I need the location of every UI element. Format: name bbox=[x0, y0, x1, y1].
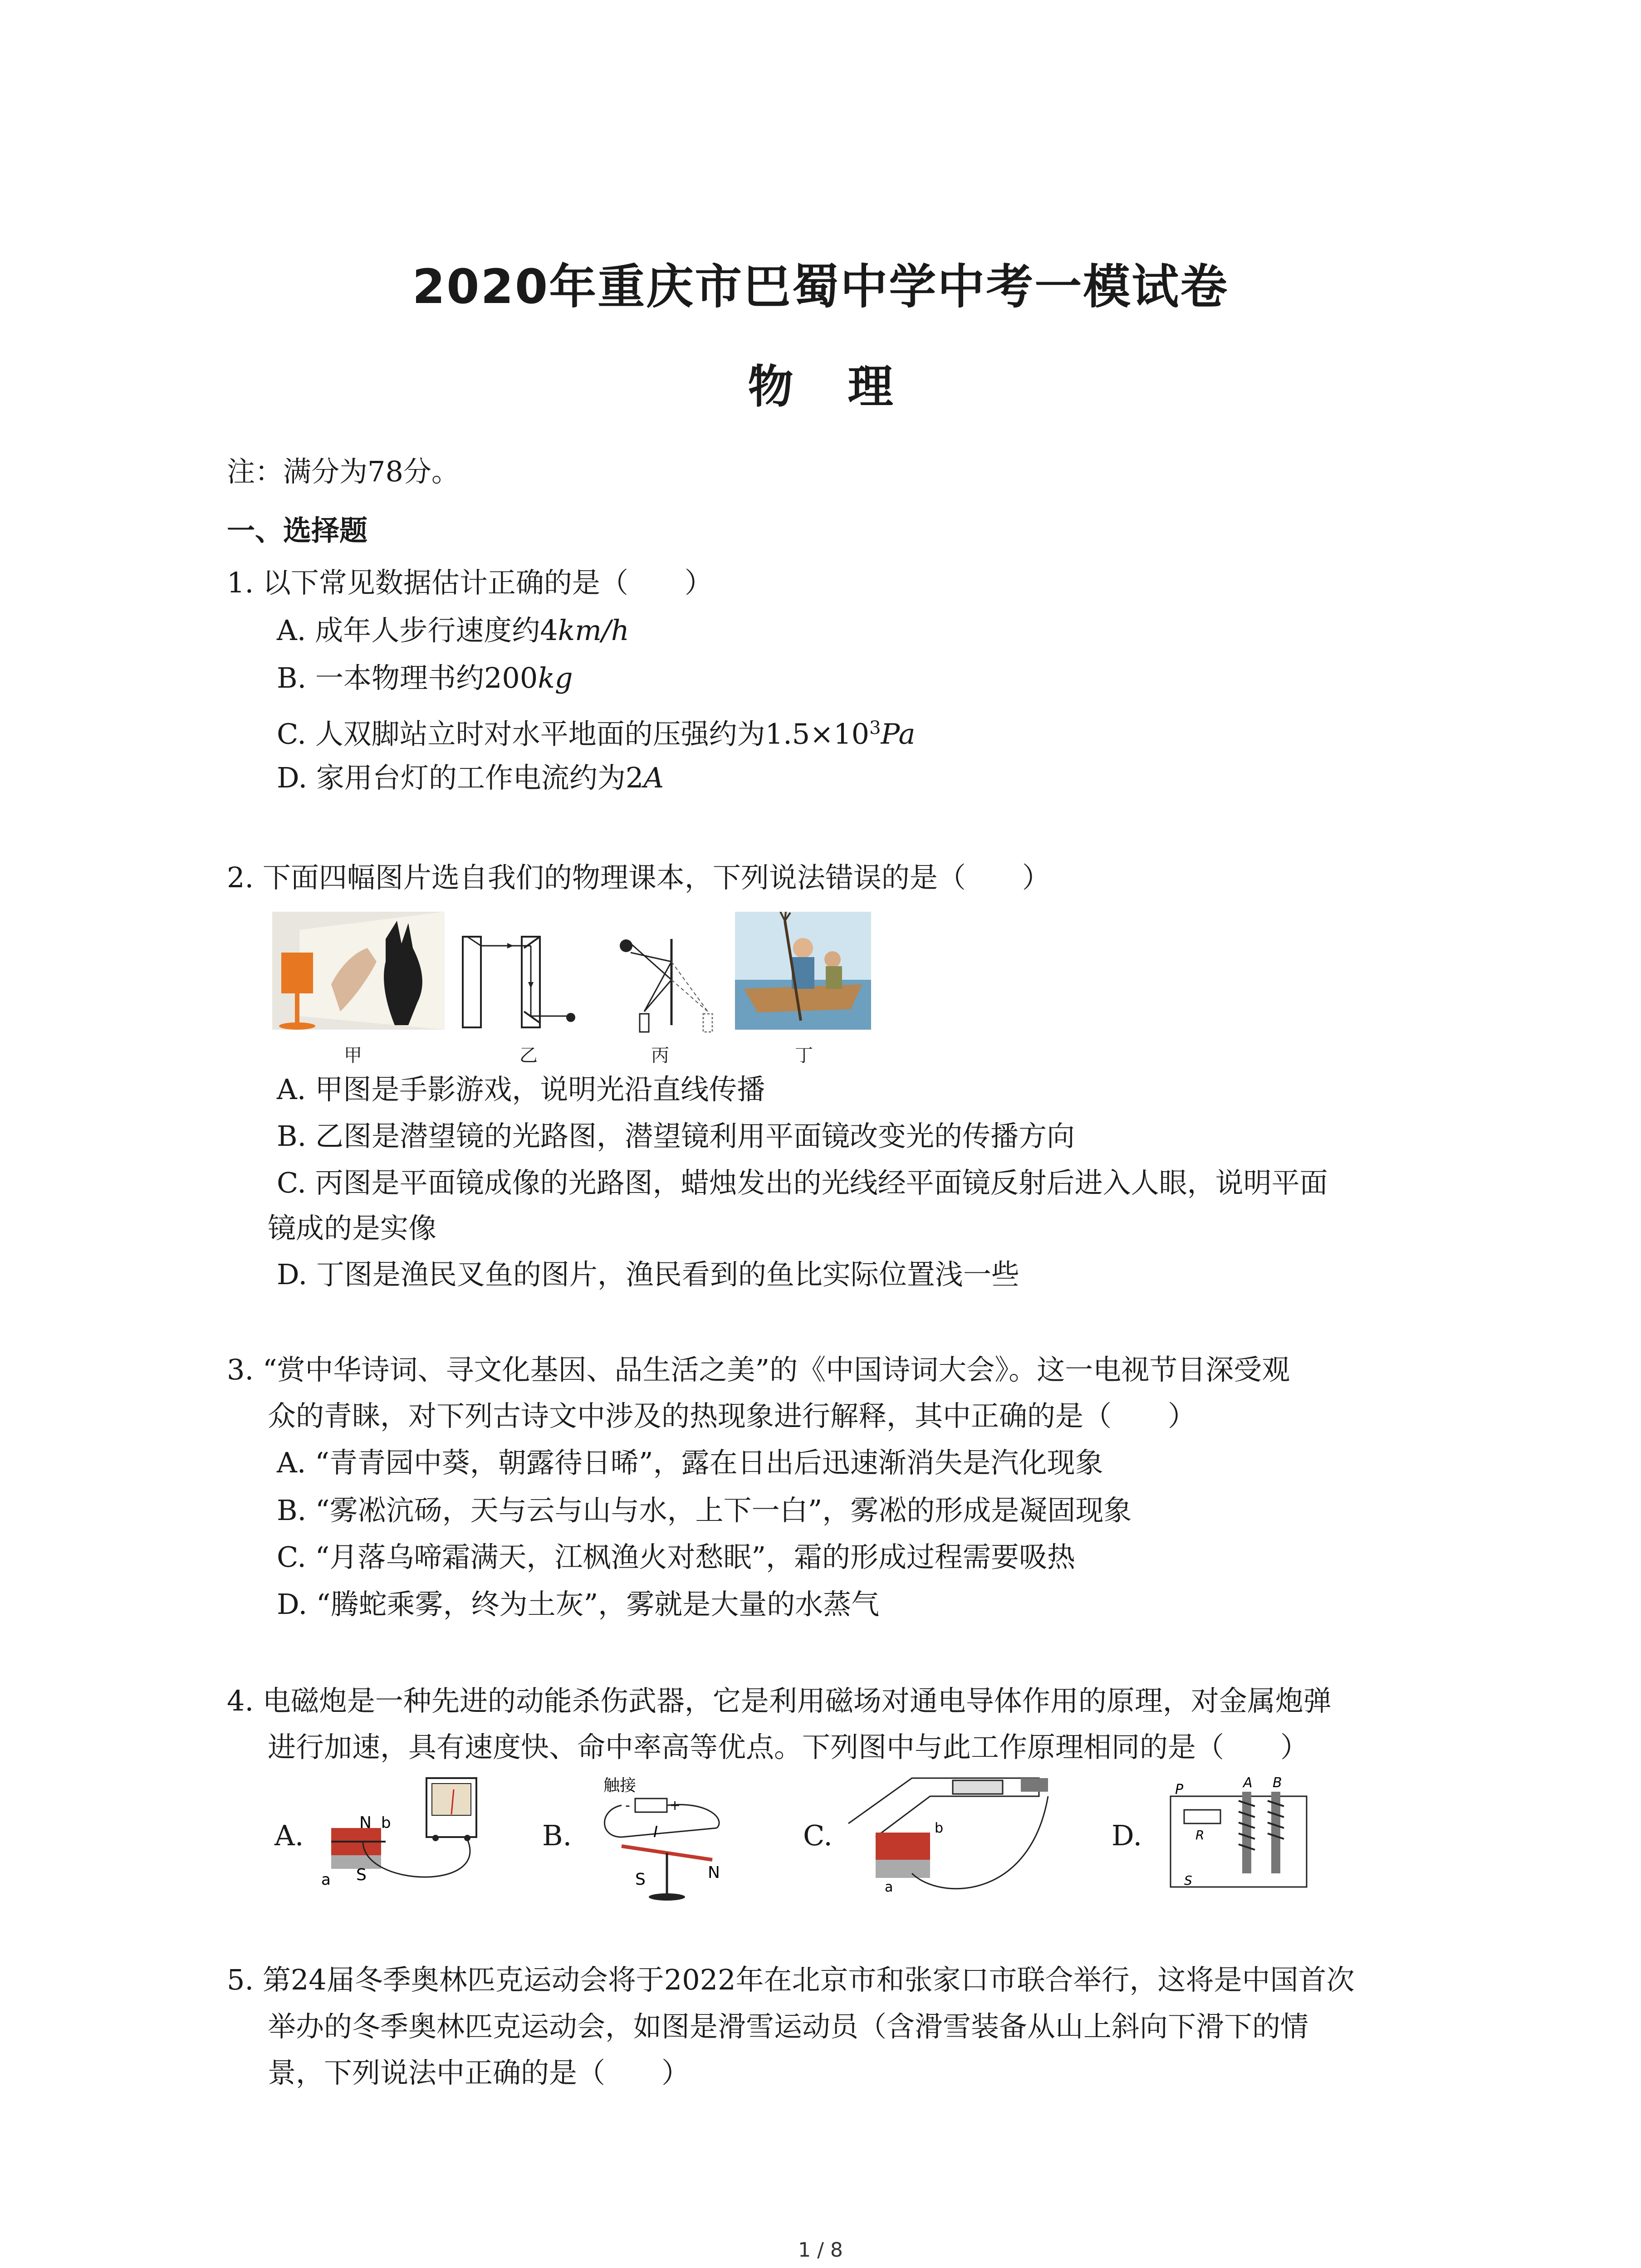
label-b: b bbox=[381, 1814, 391, 1832]
label-s: S bbox=[356, 1866, 367, 1884]
caption-jia: 甲 bbox=[344, 1045, 362, 1066]
question-1-option-c: C. 人双脚站立时对水平地面的压强约为$1.5\times 10^3Pa$ bbox=[277, 717, 916, 751]
label-coil-a: A bbox=[1243, 1775, 1253, 1791]
label-touch: 触接 bbox=[603, 1776, 637, 1795]
label-a-c: a bbox=[885, 1879, 893, 1895]
question-1-option-a: A. 成年人步行速度约4km/h bbox=[277, 614, 629, 647]
question-2-option-d: D. 丁图是渔民叉鱼的图片，渔民看到的鱼比实际位置浅一些 bbox=[277, 1258, 1019, 1291]
hand-shadow-figure bbox=[272, 912, 445, 1034]
label-s-b: S bbox=[635, 1870, 646, 1889]
caption-bing: 丙 bbox=[651, 1045, 669, 1066]
question-2-option-c: C. 丙图是平面镜成像的光路图，蜡烛发出的光线经平面镜反射后进入人眼，说明平面 bbox=[277, 1166, 1328, 1199]
question-4-option-b-label: B. bbox=[542, 1819, 572, 1852]
plane-mirror-figure bbox=[603, 925, 717, 1034]
question-3-option-a: A. “青青园中葵，朝露待日晞”，露在日出后迅速渐消失是汽化现象 bbox=[277, 1446, 1103, 1479]
label-a: a bbox=[321, 1871, 331, 1889]
label-coil-b: B bbox=[1273, 1775, 1282, 1791]
question-1-stem: 1. 以下常见数据估计正确的是（ ） bbox=[227, 566, 713, 599]
question-4-option-c-label: C. bbox=[803, 1819, 833, 1852]
page-number: 1 / 8 bbox=[798, 2239, 843, 2262]
label-n-b: N bbox=[708, 1863, 720, 1882]
fisherman-figure bbox=[735, 912, 871, 1030]
question-1-option-d: D. 家用台灯的工作电流约为2A bbox=[277, 761, 664, 794]
label-i: I bbox=[653, 1823, 658, 1841]
question-2-option-c-cont: 镜成的是实像 bbox=[268, 1212, 437, 1245]
question-3-option-c: C. “月落乌啼霜满天，江枫渔火对愁眠”，霜的形成过程需要吸热 bbox=[277, 1540, 1076, 1574]
question-5-stem-line-3: 景，下列说法中正确的是（ ） bbox=[268, 2056, 690, 2089]
label-n: N bbox=[359, 1813, 372, 1832]
question-5-stem-line-1: 5. 第24届冬季奥林匹克运动会将于2022年在北京市和张家口市联合举行，这将是中国首次 bbox=[227, 1963, 1355, 1996]
label-s-d: S bbox=[1184, 1873, 1192, 1888]
question-1-option-b: B. 一本物理书约200kg bbox=[277, 661, 573, 694]
caption-yi: 乙 bbox=[519, 1045, 538, 1066]
question-2-option-b: B. 乙图是潜望镜的光路图，潜望镜利用平面镜改变光的传播方向 bbox=[277, 1119, 1075, 1153]
question-4-option-d-label: D. bbox=[1112, 1819, 1142, 1852]
generator-galvanometer-figure bbox=[318, 1774, 508, 1896]
label-p: P bbox=[1175, 1782, 1184, 1798]
section-heading: 一、选择题 bbox=[227, 514, 368, 547]
question-3-stem-line-1: 3. “赏中华诗词、寻文化基因、品生活之美”的《中国诗词大会》。这一电视节目深受观 bbox=[227, 1353, 1290, 1386]
question-4-stem-line-1: 4. 电磁炮是一种先进的动能杀伤武器，它是利用磁场对通电导体作用的原理，对金属炮弹 bbox=[227, 1684, 1332, 1717]
subject-title: 物理 bbox=[748, 360, 948, 413]
question-3-stem-line-2: 众的青睐，对下列古诗文中涉及的热现象进行解释，其中正确的是（ ） bbox=[268, 1399, 1196, 1432]
electromagnet-figure bbox=[1152, 1774, 1325, 1901]
periscope-figure bbox=[454, 932, 581, 1032]
label-r: R bbox=[1195, 1828, 1205, 1843]
question-3-option-b: B. “雾凇沆砀，天与云与山与水，上下一白”，雾凇的形成是凝固现象 bbox=[277, 1494, 1132, 1527]
svg-text:+: + bbox=[669, 1798, 681, 1813]
question-5-stem-line-2: 举办的冬季奥林匹克运动会，如图是滑雪运动员（含滑雪装备从山上斜向下滑下的情 bbox=[268, 2010, 1309, 2043]
question-4-option-a-label: A. bbox=[274, 1819, 304, 1852]
question-3-option-d: D. “腾蛇乘雾，终为土灰”，雾就是大量的水蒸气 bbox=[277, 1588, 880, 1621]
svg-text:-: - bbox=[625, 1798, 630, 1813]
oersted-figure bbox=[590, 1774, 744, 1905]
score-note: 注：满分为78分。 bbox=[227, 455, 460, 488]
label-b-c: b bbox=[935, 1820, 944, 1836]
question-2-stem: 2. 下面四幅图片选自我们的物理课本，下列说法错误的是（ ） bbox=[227, 861, 1050, 894]
exam-title: 2020年重庆市巴蜀中学中考一模试卷 bbox=[412, 259, 1229, 314]
question-2-option-a: A. 甲图是手影游戏，说明光沿直线传播 bbox=[277, 1073, 765, 1106]
question-4-stem-line-2: 进行加速，具有速度快、命中率高等优点。下列图中与此工作原理相同的是（ ） bbox=[268, 1730, 1309, 1764]
motor-rail-figure bbox=[839, 1769, 1075, 1905]
caption-ding: 丁 bbox=[795, 1045, 813, 1066]
